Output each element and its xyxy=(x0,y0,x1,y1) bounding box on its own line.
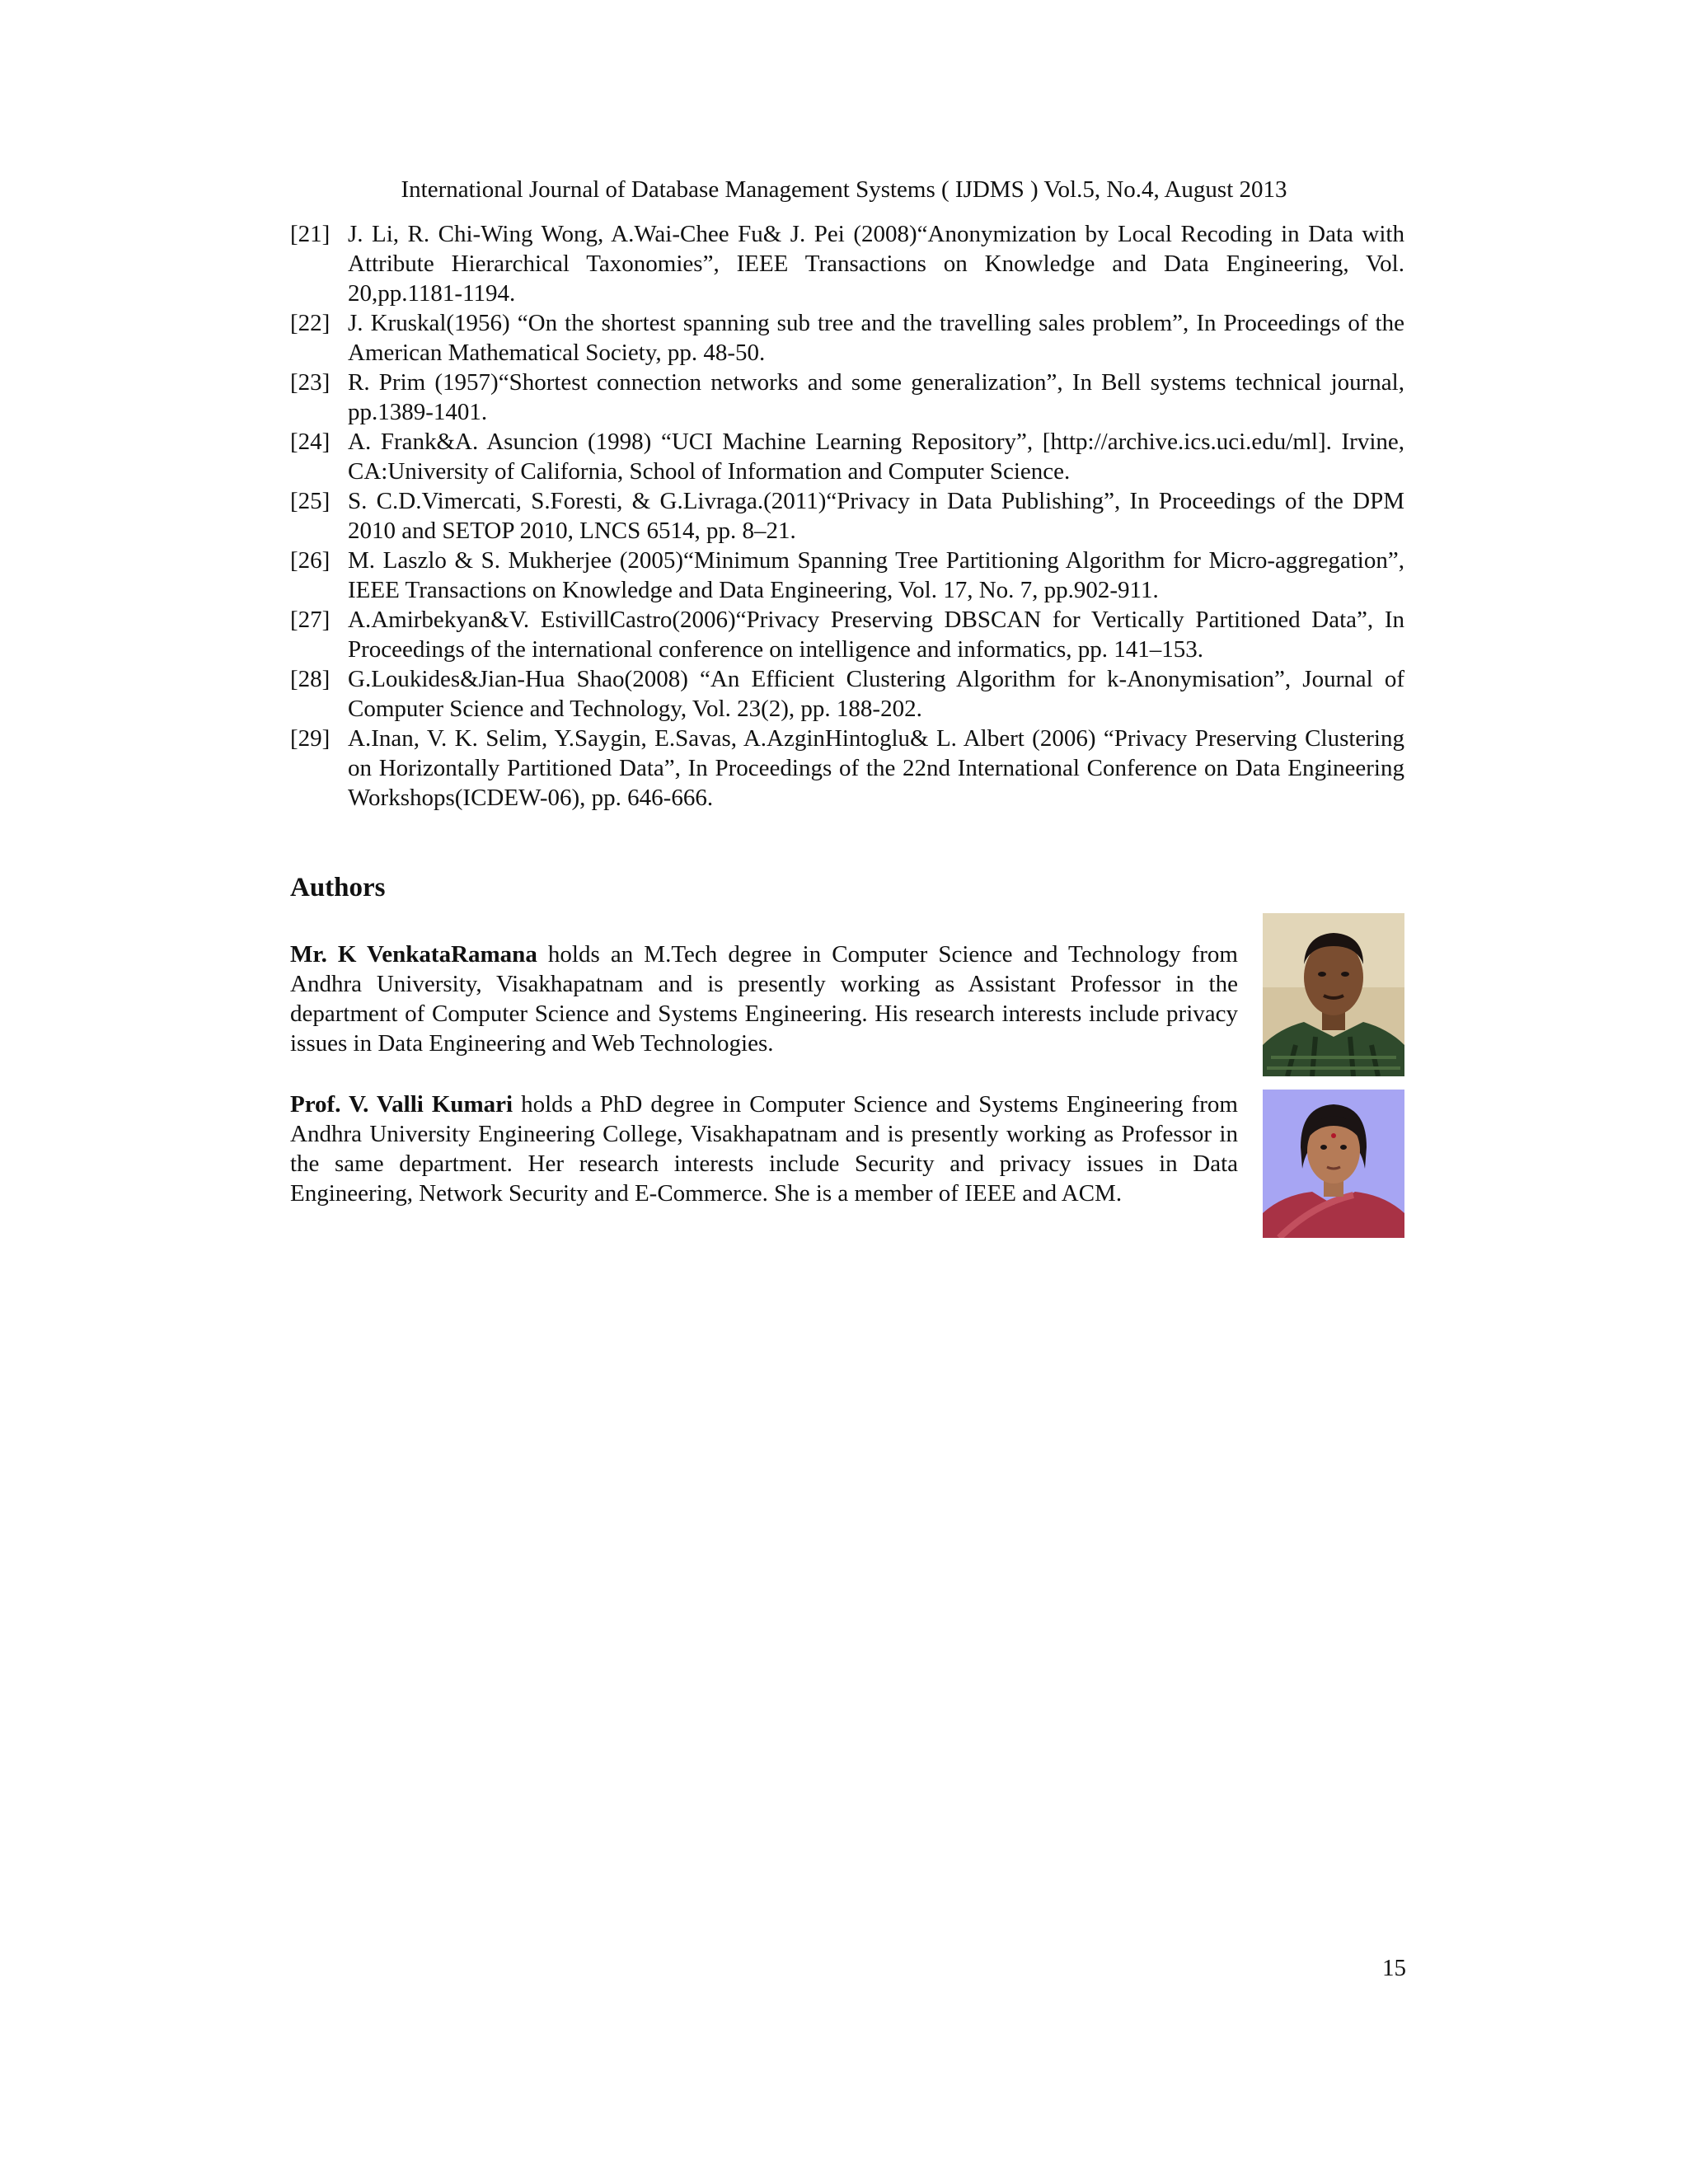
reference-item xyxy=(290,486,1404,546)
reference-number: [26] xyxy=(290,547,331,574)
reference-item xyxy=(290,605,1404,664)
reference-list xyxy=(290,219,1404,813)
reference-text: J. Kruskal(1956) “On the shortest spanning sub tree and the travelling sales problem”, In Proceedings of the American Mathematical Society, pp. 48-50. xyxy=(348,310,1404,366)
reference-number: [25] xyxy=(290,488,331,514)
author-portrait-image xyxy=(1263,913,1404,1076)
reference-number: [21] xyxy=(290,221,331,247)
reference-text: A.Amirbekyan&V. EstivillCastro(2006)“Privacy Preserving DBSCAN for Vertically Partitioned Data”, In Proceedings of the international conference on intelligence and informatics, pp. 141–153. xyxy=(348,607,1404,663)
reference-item xyxy=(290,546,1404,605)
reference-number: [22] xyxy=(290,310,331,336)
author-portrait-image xyxy=(1263,1090,1404,1238)
reference-text: M. Laszlo & S. Mukherjee (2005)“Minimum Spanning Tree Partitioning Algorithm for Micro-aggregation”, IEEE Transactions on Knowledge and Data Engineering, Vol. 17, No. 7, pp.902-911. xyxy=(348,547,1404,603)
reference-text: R. Prim (1957)“Shortest connection networks and some generalization”, In Bell systems technical journal, pp.1389-1401. xyxy=(348,369,1404,425)
author-block xyxy=(290,913,1404,1058)
reference-text: A. Frank&A. Asuncion (1998) “UCI Machine Learning Repository”, [http://archive.ics.uci.edu/ml]. Irvine, CA:University of California, School of Information and Computer Science. xyxy=(348,429,1404,485)
page-number: 15 xyxy=(1382,1955,1406,1981)
reference-number: [24] xyxy=(290,429,331,455)
author-bio: holds a PhD degree in Computer Science and Systems Engineering from Andhra University Engineering College, Visakhapatnam and is presently working as Professor in the same department. Her research interests include Security and privacy issues in Data Engineering, Network Security and E-Commerce. She is a member of IEEE and ACM. xyxy=(290,1091,1238,1207)
authors-heading: Authors xyxy=(290,873,386,902)
reference-item xyxy=(290,724,1404,813)
reference-number: [27] xyxy=(290,607,331,633)
reference-number: [28] xyxy=(290,666,331,692)
author-bio: holds an M.Tech degree in Computer Science and Technology from Andhra University, Visakhapatnam and is presently working as Assistant Professor in the department of Computer Science and Systems Engineering. His research interests include privacy issues in Data Engineering and Web Technologies. xyxy=(290,941,1238,1057)
author-photo xyxy=(1263,913,1404,1076)
reference-item xyxy=(290,368,1404,427)
reference-number: [23] xyxy=(290,369,331,396)
reference-text: A.Inan, V. K. Selim, Y.Saygin, E.Savas, A.AzginHintoglu& L. Albert (2006) “Privacy Preserving Clustering on Horizontally Partitioned Data”, In Proceedings of the 22nd International Conference on Data Engineering Workshops(ICDEW-06), pp. 646-666. xyxy=(348,725,1404,811)
reference-text: J. Li, R. Chi-Wing Wong, A.Wai-Chee Fu& J. Pei (2008)“Anonymization by Local Recoding in Data with Attribute Hierarchical Taxonomies”, IEEE Transactions on Knowledge and Data Engineering, Vol. 20,pp.1181-1194. xyxy=(348,221,1404,307)
author-photo xyxy=(1263,1090,1404,1238)
author-bio-paragraph xyxy=(290,1090,1238,1208)
author-name: Prof. V. Valli Kumari xyxy=(290,1091,513,1118)
author-block xyxy=(290,1090,1404,1208)
reference-item xyxy=(290,308,1404,368)
author-name: Mr. K VenkataRamana xyxy=(290,941,537,968)
reference-item xyxy=(290,664,1404,724)
reference-item xyxy=(290,219,1404,308)
reference-item xyxy=(290,427,1404,486)
reference-number: [29] xyxy=(290,725,331,752)
reference-text: G.Loukides&Jian-Hua Shao(2008) “An Efficient Clustering Algorithm for k-Anonymisation”, Journal of Computer Science and Technology, Vol. 23(2), pp. 188-202. xyxy=(348,666,1404,722)
running-header: International Journal of Database Management Systems ( IJDMS ) Vol.5, No.4, August 2013 xyxy=(401,176,1287,203)
author-bio-paragraph xyxy=(290,913,1238,1058)
reference-text: S. C.D.Vimercati, S.Foresti, & G.Livraga.(2011)“Privacy in Data Publishing”, In Proceedings of the DPM 2010 and SETOP 2010, LNCS 6514, pp. 8–21. xyxy=(348,488,1404,544)
